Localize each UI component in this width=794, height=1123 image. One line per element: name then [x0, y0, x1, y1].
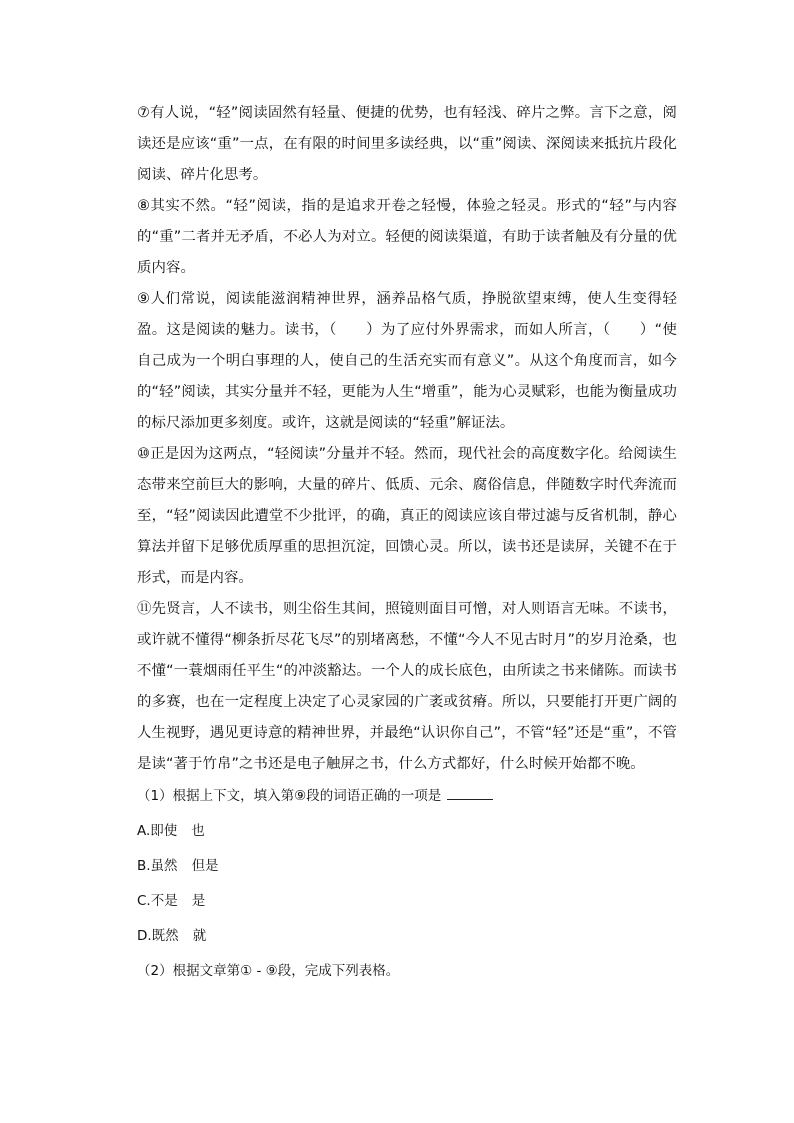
option-a [137, 820, 677, 842]
option-c-second: 是 [191, 893, 206, 909]
option-a-first: A.即使 [137, 823, 178, 839]
question-1 [137, 785, 677, 807]
question-2-text: （2）根据文章第① - ⑨段，完成下列表格。 [137, 963, 400, 979]
option-b [137, 855, 677, 877]
option-b-first: B.虽然 [137, 858, 178, 874]
document-content [137, 98, 677, 982]
paragraph-8: ⑧其实不然。“轻”阅读，指的是追求开卷之轻慢，体验之轻灵。形式的“轻”与内容的“重”二者并无矛盾，不必人为对立。轻便的阅读渠道，有助于读者触及有分量的优质内容。 [137, 198, 677, 276]
paragraph-11: ⑪先贤言，人不读书，则尘俗生其间，照镜则面目可憎，对人则语言无味。不读书，或许就不懂得“柳条折尽花飞尽”的别堵离愁，不懂“今人不见古时月”的岁月沧桑，也不懂“一蓑烟雨任平生“的冲淡豁达。一个人的成长底色，由所读之书来储陈。而读书的多赛，也在一定程度上决定了心灵家园的广袤或贫瘠。所以，只要能打开更广阔的人生视野，遇见更诗意的精神世界，并最绝“认识你自己”，不管“轻”还是“重”，不管是读“著于竹帛”之书还是电子触屏之书，什么方式都好，什么时候开始都不晚。 [137, 601, 677, 772]
question-1-text: （1）根据上下文，填入第⑨段的词语正确的一项是 [137, 788, 442, 804]
option-b-second: 但是 [191, 858, 219, 874]
option-d-second: 就 [192, 928, 207, 944]
option-d [137, 925, 677, 947]
paragraph-10: ⑩正是因为这两点，“轻阅读”分量并不轻。然而，现代社会的高度数字化。给阅读生态带来空前巨大的影响，大量的碎片、低质、元余、腐俗信息，伴随数字时代奔流而至，“轻”阅读因此遭堂不少批评，的确，真正的阅读应该自带过滤与反省机制，静心算法并留下足够优质厚重的思担沉淀，回馈心灵。所以，读书还是读屏，关键不在于形式，而是内容。 [137, 446, 677, 586]
question-2 [137, 960, 677, 982]
option-c-first: C.不是 [137, 893, 178, 909]
answer-blank [447, 785, 493, 800]
option-d-first: D.既然 [137, 928, 179, 944]
paragraph-7: ⑦有人说，“轻”阅读固然有轻量、便捷的优势，也有轻浅、碎片之弊。言下之意，阅读还是应该“重”一点，在有限的时间里多读经典，以“重”阅读、深阅读来抵抗片段化阅读、碎片化思考。 [137, 105, 677, 183]
paragraph-9: ⑨人们常说，阅读能滋润精神世界，涵养品格气质，挣脱欲望束缚，使人生变得轻盈。这是阅读的魅力。读书，（ ）为了应付外界需求，而如人所言，（ ）“使自己成为一个明白事理的人，使自己的生活充实而有意义”。从这个角度而言，如今的“轻”阅读，其实分量并不轻，更能为人生“增重”，能为心灵赋彩，也能为衡量成功的标尺添加更多刻度。或许，这就是阅读的“轻重”解证法。 [137, 291, 677, 431]
option-c [137, 890, 677, 912]
option-a-second: 也 [191, 823, 205, 839]
